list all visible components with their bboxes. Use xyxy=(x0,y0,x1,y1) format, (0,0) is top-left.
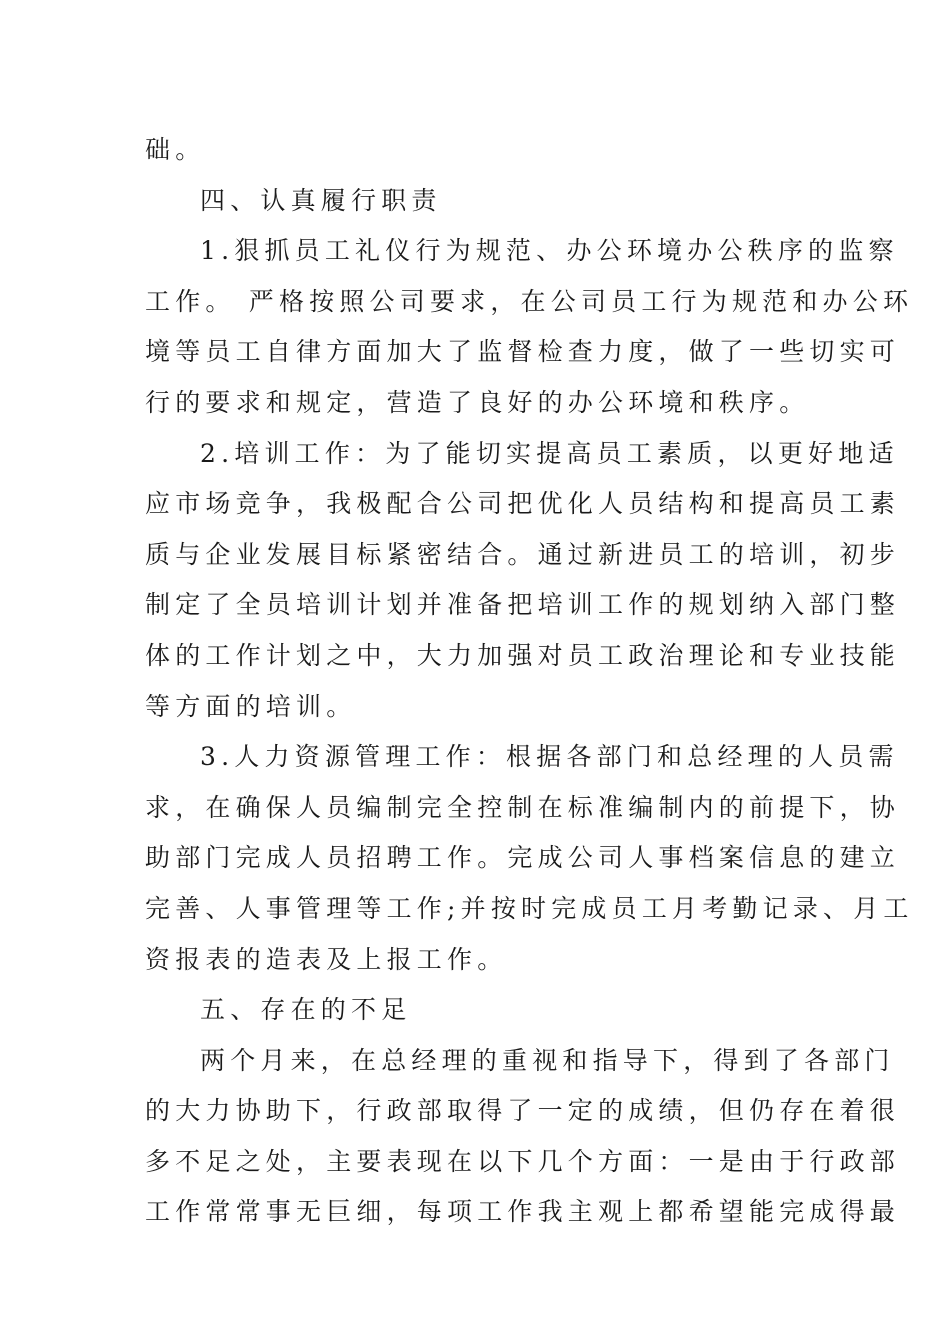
text-line: 多不足之处，主要表现在以下几个方面：一是由于行政部 xyxy=(145,1146,901,1176)
text-line: 助部门完成人员招聘工作。完成公司人事档案信息的建立 xyxy=(145,843,901,873)
text-line: 行的要求和规定，营造了良好的办公环境和秩序。 xyxy=(145,387,810,417)
text-line: 体的工作计划之中，大力加强对员工政治理论和专业技能 xyxy=(145,640,901,670)
text-line: 2.培训工作：为了能切实提高员工素质，以更好地适 xyxy=(200,438,899,468)
text-line: 等方面的培训。 xyxy=(145,691,357,721)
section-heading: 五、存在的不足 xyxy=(200,995,412,1025)
text-line: 资报表的造表及上报工作。 xyxy=(145,944,508,974)
text-line: 1.狠抓员工礼仪行为规范、办公环境办公秩序的监察 xyxy=(200,236,899,266)
text-line: 质与企业发展目标紧密结合。通过新进员工的培训，初步 xyxy=(145,539,901,569)
text-line: 两个月来，在总经理的重视和指导下，得到了各部门 xyxy=(200,1045,895,1075)
text-line: 的大力协助下，行政部取得了一定的成绩，但仍存在着很 xyxy=(145,1096,901,1126)
text-line: 工作常常事无巨细，每项工作我主观上都希望能完成得最 xyxy=(145,1197,901,1227)
text-line: 础。 xyxy=(145,135,206,164)
text-line: 境等员工自律方面加大了监督检查力度，做了一些切实可 xyxy=(145,337,901,367)
document-page xyxy=(145,125,914,1238)
text-line: 制定了全员培训计划并准备把培训工作的规划纳入部门整 xyxy=(145,590,901,620)
text-line: 完善、人事管理等工作;并按时完成员工月考勤记录、月工 xyxy=(145,893,914,923)
text-line: 3.人力资源管理工作：根据各部门和总经理的人员需 xyxy=(200,742,899,772)
section-heading: 四、认真履行职责 xyxy=(200,185,442,215)
text-line: 应市场竞争，我极配合公司把优化人员结构和提高员工素 xyxy=(145,489,901,519)
text-line: 工作。 严格按照公司要求，在公司员工行为规范和办公环 xyxy=(145,286,914,316)
text-line: 求，在确保人员编制完全控制在标准编制内的前提下，协 xyxy=(145,792,901,822)
